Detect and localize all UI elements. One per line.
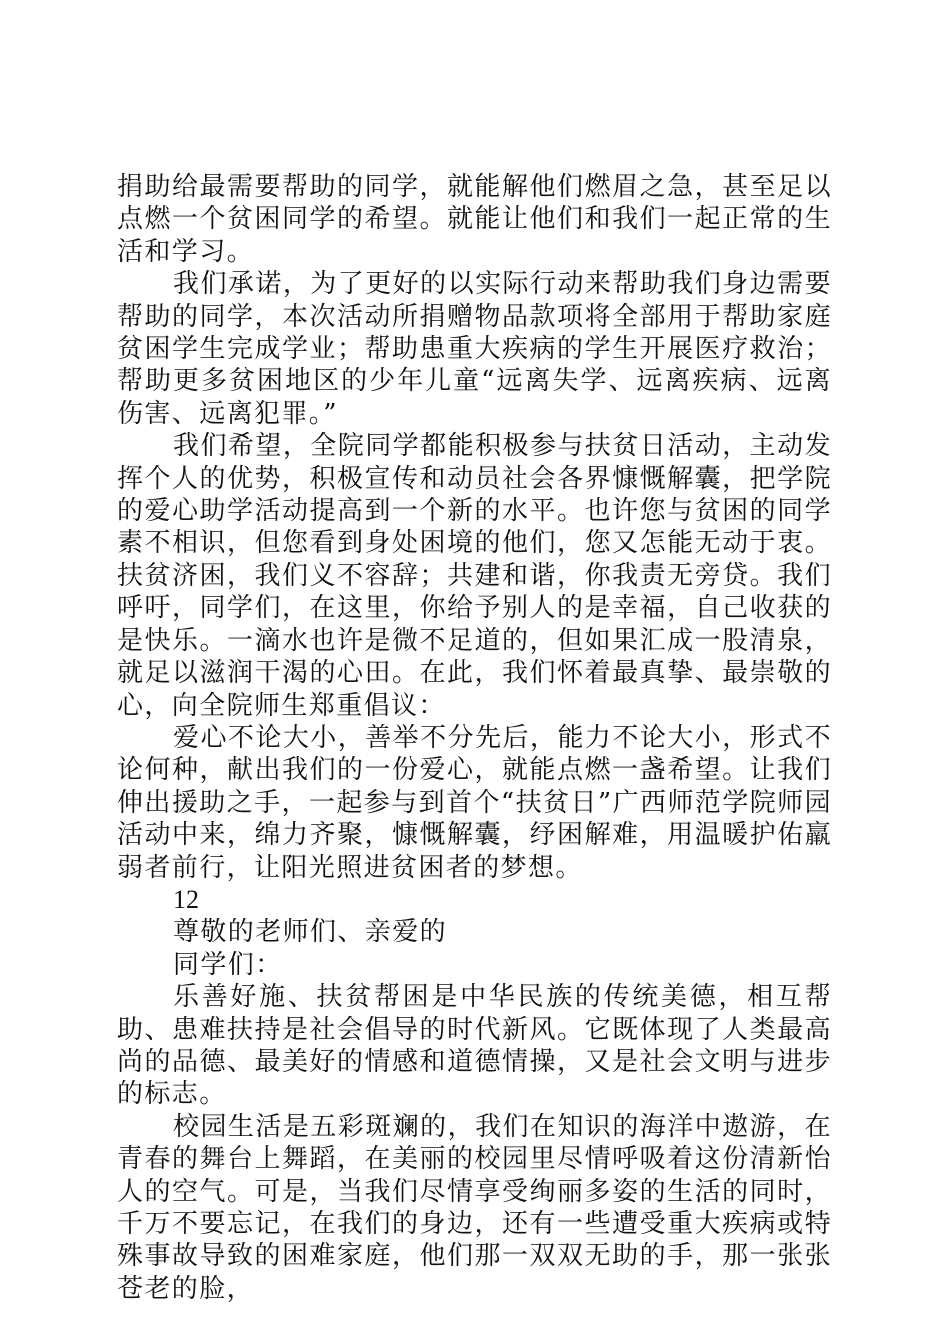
paragraph-hope: 我们希望，全院同学都能积极参与扶贫日活动，主动发挥个人的优势，积极宣传和动员社会各界慷慨解囊，把学院的爱心助学活动提高到一个新的水平。也许您与贫困的同学素不相识，但您看到身处困境的他们，您又怎能无动于衷。扶贫济困，我们义不容辞；共建和谐，你我责无旁贷。我们呼吁，同学们，在这里，你给予别人的是幸福，自己收获的是快乐。一滴水也许是微不足道的，但如果汇成一股清泉，就足以滋润干渴的心田。在此，我们怀着最真挚、最崇敬的心，向全院师生郑重倡议： [117, 431, 832, 721]
paragraph-campus-life: 校园生活是五彩斑斓的，我们在知识的海洋中遨游，在青春的舞台上舞蹈，在美丽的校园里尽情呼吸着这份清新怡人的空气。可是，当我们尽情享受绚丽多姿的生活的同时，千万不要忘记，在我们的身边，还有一些遭受重大疾病或特殊事故导致的困难家庭，他们那一双双无助的手，那一张张苍老的脸， [117, 1111, 832, 1304]
paragraph-appeal: 爱心不论大小，善举不分先后，能力不论大小，形式不论何种，献出我们的一份爱心，就能点燃一盏希望。让我们伸出援助之手，一起参与到首个“扶贫日”广西师范学院师园活动中来，绵力齐聚，慷慨解囊，纾困解难，用温暖护佑羸弱者前行，让阳光照进贫困者的梦想。 [117, 722, 832, 883]
document-body [117, 171, 832, 1305]
paragraph-virtue: 乐善好施、扶贫帮困是中华民族的传统美德，相互帮助、患难扶持是社会倡导的时代新风。它既体现了人类最高尚的品德、最美好的情感和道德情操，又是社会文明与进步的标志。 [117, 982, 832, 1110]
paragraph-promise: 我们承诺，为了更好的以实际行动来帮助我们身边需要帮助的同学，本次活动所捐赠物品款项将全部用于帮助家庭贫困学生完成学业；帮助患重大疾病的学生开展医疗救治；帮助更多贫困地区的少年儿童“远离失学、远离疾病、远离伤害、远离犯罪。” [117, 269, 832, 429]
paragraph-donation-continued: 捐助给最需要帮助的同学，就能解他们燃眉之急，甚至足以点燃一个贫困同学的希望。就能让他们和我们一起正常的生活和学习。 [117, 172, 832, 267]
salutation-line-1: 尊敬的老师们、亲爱的 [173, 917, 448, 948]
salutation-line-2: 同学们： [173, 949, 283, 980]
section-number: 12 [173, 884, 199, 914]
